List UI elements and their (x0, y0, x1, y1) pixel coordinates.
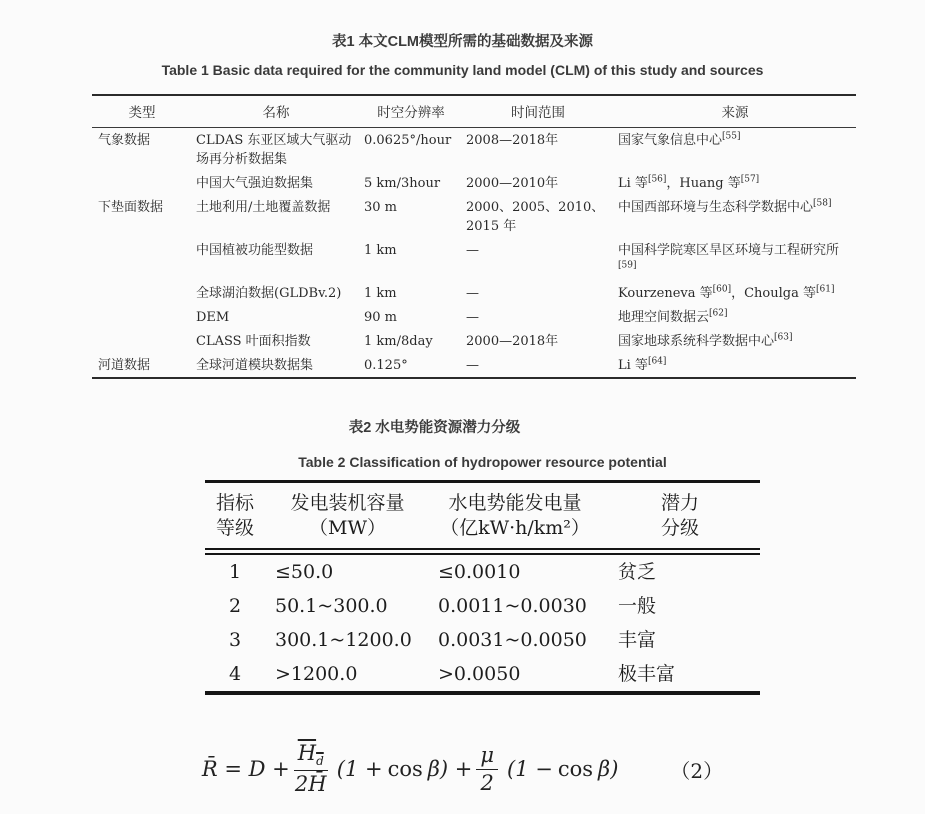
cell-time: — (466, 242, 479, 258)
cell-resolution: 5 km/3hour (364, 175, 441, 191)
header-capacity (265, 482, 430, 552)
reference-superscript: [64] (647, 356, 667, 367)
cell-source (614, 128, 856, 172)
cell-potential: 贫乏 (618, 561, 657, 583)
source-text: 地理空间数据云 (618, 309, 710, 325)
cell-name: 全球河道模块数据集 (196, 357, 314, 373)
cell-resolution: 1 km (364, 242, 397, 258)
cell-capacity: 50.1~300.0 (275, 595, 388, 617)
reference-superscript: [58] (813, 198, 832, 209)
cell-time: 2000—2018年 (466, 333, 559, 349)
source-text: 中国西部环境与生态科学数据中心 (618, 199, 814, 215)
numerator-subscript: d (316, 754, 324, 769)
header-potential-line1: 潜力 (660, 492, 699, 514)
header-resolution: 时空分辨率 (360, 95, 462, 128)
header-grade-line2: 等级 (215, 517, 254, 539)
cell-potential: 丰富 (618, 629, 657, 651)
equation-number: （2） (670, 758, 724, 783)
cell-grade: 1 (228, 561, 242, 583)
table1-basic-data (92, 94, 856, 379)
cell-time: — (466, 309, 479, 325)
table-row (92, 281, 856, 305)
reference-superscript: [61] (816, 284, 835, 295)
equation-tail: (1 − (507, 757, 553, 782)
reference-superscript: [56] (647, 174, 667, 185)
cell-type: 河道数据 (98, 357, 151, 373)
cell-generation: 0.0031~0.0050 (438, 629, 587, 651)
fraction-mu-2 (476, 744, 498, 795)
source-text: Li 等 (618, 357, 648, 373)
equation-mid2: β) + (427, 757, 473, 782)
table-row (205, 552, 760, 590)
equation-mid: (1 + (336, 757, 383, 782)
cell-source (614, 195, 856, 238)
reference-superscript: [55] (722, 131, 741, 142)
table-row (205, 657, 760, 693)
cell-capacity: 300.1~1200.0 (275, 629, 412, 651)
source-text: Kourzeneva 等 (618, 285, 713, 301)
source-text: Li 等 (618, 175, 648, 191)
source-text: 国家气象信息中心 (618, 132, 723, 148)
cos-operator: cos (557, 757, 594, 782)
cell-resolution: 90 m (364, 309, 398, 325)
table-row (205, 482, 760, 552)
cell-name: CLDAS 东亚区域大气驱动场再分析数据集 (196, 132, 352, 167)
cell-resolution: 1 km/8day (364, 333, 433, 349)
cell-generation: 0.0011~0.0030 (438, 595, 587, 617)
header-grade (205, 482, 265, 552)
header-potential (600, 482, 760, 552)
cell-grade: 3 (228, 629, 242, 651)
denominator-2h: 2H̄ (294, 772, 327, 797)
header-time: 时间范围 (462, 95, 614, 128)
table-row (205, 623, 760, 657)
cell-time: 2008—2018年 (466, 132, 559, 148)
cell-type: 下垫面数据 (98, 199, 164, 215)
numerator-mu: μ (476, 744, 498, 770)
header-potential-line2: 分级 (660, 517, 699, 539)
cell-name: 全球湖泊数据(GLDBv.2) (196, 285, 342, 301)
header-capacity-line1: 发电装机容量 (290, 492, 405, 514)
cell-name: 土地利用/土地覆盖数据 (196, 199, 331, 215)
header-generation-line1: 水电势能发电量 (448, 492, 582, 514)
equation-lhs: R̄ = D + (201, 757, 290, 782)
cell-source (614, 171, 856, 195)
table2-header (205, 482, 760, 552)
equation-body (202, 742, 619, 796)
reference-superscript: [59] (618, 260, 637, 271)
cell-capacity: ≤50.0 (275, 561, 334, 583)
numerator-h: H (297, 741, 317, 765)
header-generation-line2: （亿kW·h/km²） (440, 517, 590, 539)
cell-grade: 2 (228, 595, 242, 617)
cell-time: 2000—2010年 (466, 175, 559, 191)
table-row (92, 195, 856, 238)
table-row (92, 171, 856, 195)
header-generation (430, 482, 600, 552)
cell-source (614, 238, 856, 281)
cell-resolution: 1 km (364, 285, 397, 301)
header-source: 来源 (614, 95, 856, 128)
table2-title-en: Table 2 Classification of hydropower resource potential (298, 454, 667, 470)
table-row (92, 329, 856, 353)
fraction-hd-2h (294, 742, 328, 796)
denominator-2: 2 (480, 770, 494, 795)
cell-source (614, 281, 856, 305)
header-grade-line1: 指标 (215, 492, 254, 514)
cell-time: — (466, 357, 479, 373)
cell-source (614, 353, 856, 378)
cell-type: 气象数据 (98, 132, 151, 148)
reference-superscript: [63] (774, 332, 793, 343)
reference-superscript: [60] (712, 284, 732, 295)
table2-hydropower-classification (205, 480, 760, 695)
source-text: 中国科学院寒区旱区环境与工程研究所 (618, 242, 840, 258)
cell-generation: >0.0050 (438, 663, 521, 685)
cell-grade: 4 (228, 663, 242, 685)
cell-source (614, 329, 856, 353)
equation-2 (0, 742, 925, 796)
equation-tail2: β) (598, 757, 619, 782)
reference-superscript: [62] (709, 308, 728, 319)
source-text: ，Choulga 等 (731, 285, 816, 301)
cell-name: 中国植被功能型数据 (196, 242, 314, 258)
table-row (92, 305, 856, 329)
table2-captions (205, 416, 760, 470)
table1-title-cn: 表1 本文CLM模型所需的基础数据及来源 (332, 34, 593, 50)
cell-resolution: 30 m (364, 199, 398, 215)
source-text: ，Huang 等 (666, 175, 741, 191)
cell-resolution: 0.125° (364, 357, 408, 373)
cell-name: 中国大气强迫数据集 (196, 175, 314, 191)
cell-generation: ≤0.0010 (438, 561, 521, 583)
cell-capacity: >1200.0 (275, 663, 358, 685)
table-row (92, 95, 856, 128)
cell-resolution: 0.0625°/hour (364, 132, 452, 148)
header-name: 名称 (192, 95, 360, 128)
cos-operator: cos (387, 757, 423, 782)
header-type: 类型 (92, 95, 192, 128)
cell-time: 2000、2005、2010、2015 年 (466, 199, 605, 234)
table-row (92, 238, 856, 281)
table-row (205, 589, 760, 623)
cell-name: CLASS 叶面积指数 (196, 333, 311, 349)
reference-superscript: [57] (740, 174, 760, 185)
cell-time: — (466, 285, 479, 301)
cell-potential: 极丰富 (618, 663, 676, 685)
table-row (92, 128, 856, 172)
table1-header (92, 95, 856, 128)
header-capacity-line2: （MW） (309, 517, 386, 539)
cell-name: DEM (196, 309, 230, 325)
table2-title-cn: 表2 水电势能资源潜力分级 (348, 420, 521, 436)
table1-title-en: Table 1 Basic data required for the community land model (CLM) of this study and sources (161, 62, 764, 78)
table-row (92, 353, 856, 378)
cell-source (614, 305, 856, 329)
cell-potential: 一般 (618, 595, 657, 617)
source-text: 国家地球系统科学数据中心 (618, 333, 775, 349)
